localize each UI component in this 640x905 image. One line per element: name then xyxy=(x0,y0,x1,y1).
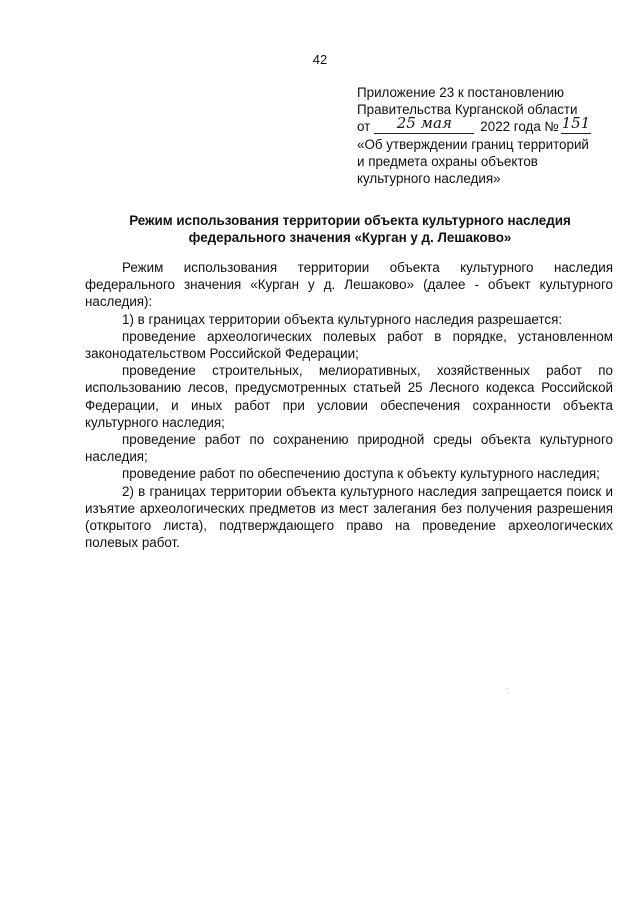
appendix-header xyxy=(357,84,617,187)
appendix-line-4: «Об утверждении границ территорий xyxy=(357,136,589,152)
year-label: 2022 года № xyxy=(480,119,559,135)
page-number: 42 xyxy=(312,52,328,67)
title-line-1: Режим использования территории объекта культурного наследия xyxy=(129,213,571,228)
appendix-line-5: и предмета охраны объектов xyxy=(357,153,538,169)
paragraph-permitted-heading: 1) в границах территории объекта культурного наследия разрешается: xyxy=(122,311,563,327)
paragraph-permitted-item-3: проведение работ по сохранению природной среды объекта культурного наследия; xyxy=(85,432,613,465)
paragraph-permitted-item-1: проведение археологических полевых работ в порядке, установленном законодательством Российской Федерации; xyxy=(85,328,613,362)
handwritten-date: 25 мая xyxy=(396,114,452,133)
appendix-line-6: культурного наследия» xyxy=(357,171,501,187)
date-blank xyxy=(374,114,474,134)
appendix-line-1: Приложение 23 к постановлению xyxy=(357,85,565,100)
date-prefix: от xyxy=(357,119,371,135)
appendix-date-line xyxy=(357,114,617,135)
paragraph-intro: Режим использования территории объекта культурного наследия федерального значения «Курган у д. Лешаково» (далее - объект культурного наследия): xyxy=(85,260,613,310)
paragraph-permitted-item-4: проведение работ по обеспечению доступа к объекту культурного наследия; xyxy=(122,466,600,482)
paragraph-prohibited: 2) в границах территории объекта культурного наследия запрещается поиск и изъятие археологических предметов из мест залегания без получения разрешения (открытого листа), подтверждающего право на проведение археологических полевых работ. xyxy=(85,483,613,551)
paragraph-permitted-item-2: проведение строительных, мелиоративных, хозяйственных работ по использованию лесов, предусмотренных статьей 25 Лесного кодекса Российской Федерации, и иных работ при условии обеспечения сохранности объекта культурного наследия; xyxy=(85,363,613,430)
title-line-2: федерального значения «Курган у д. Лешаково» xyxy=(188,230,512,246)
scan-speck xyxy=(507,688,508,689)
document-body xyxy=(85,259,613,551)
handwritten-number: 151 xyxy=(561,114,591,133)
document-title xyxy=(90,212,610,246)
appendix-line-2: Правительства Курганской области xyxy=(357,102,578,118)
number-blank xyxy=(561,114,591,134)
